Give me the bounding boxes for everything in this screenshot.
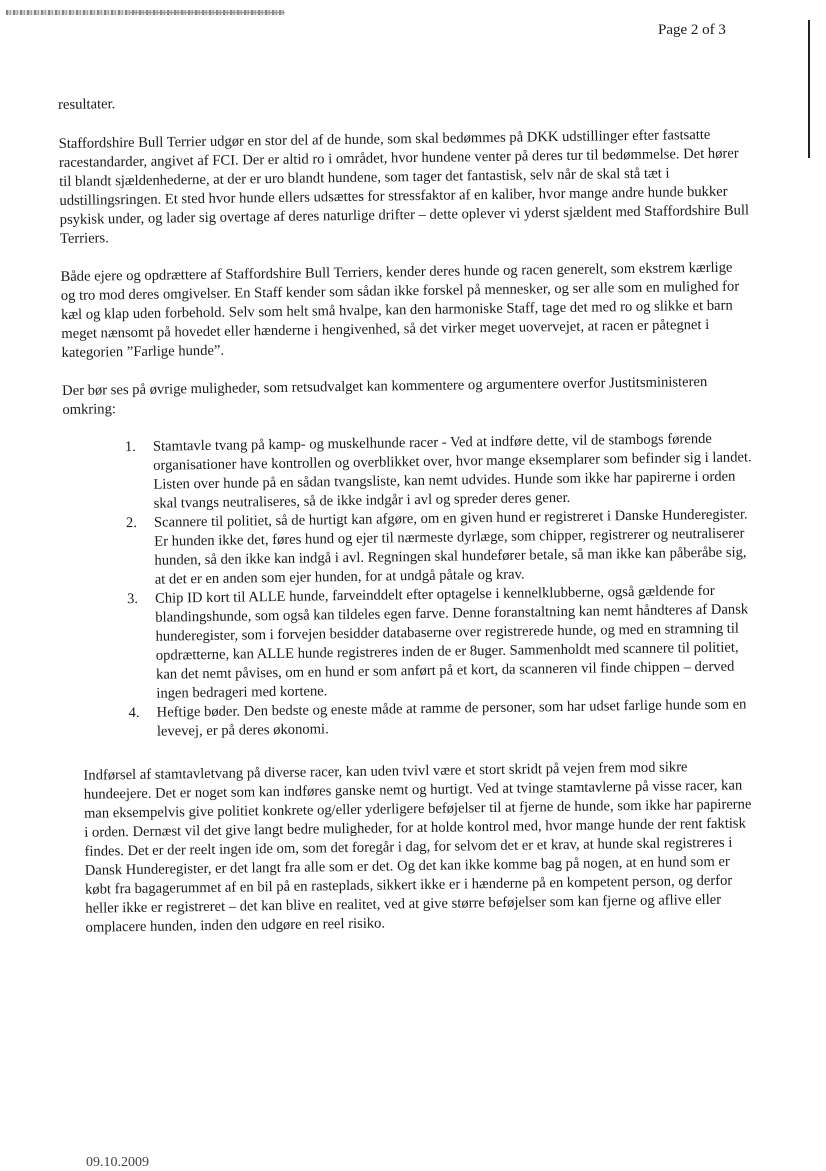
paragraph-owners-breeders: Både ejere og opdrættere af Staffordshire Bull Terriers, kender deres hunde og racen generelt, som ekstrem kærlige og tro mod deres omgivelser. En Staff kender som sådan ikke forskel på mennesker, og ser alle som en mulighed for kæl og klap uden forbehold. Selv som helt små hvalpe, kan den harmoniske Staff, tage det med ro og slikke et barn meget nænsomt på hovedet eller hænderne i hengivenhed, så det virker meget uovervejet, at racen er påtegnet i kategorien ”Farlige hunde”.	[60, 259, 740, 361]
list-item-text: Stamtavle tvang på kamp- og muskelhunde racer - Ved at indføre dette, vil de stambogs førende organisationer have kontrollen og overblikket over, hvor mange eksemplarer som befinder sig i landet. Listen over hunde på en sådan tvangsliste, kan nemt udvides. Hunde som ikke har papirerne i orden skal tvangs neutraliseres, så de ikke indgår i avl og spreder deres gener.	[152, 430, 752, 512]
scan-artifact-line	[130, 12, 285, 13]
list-item	[125, 505, 755, 589]
paragraph-other-options: Der bør ses på øvrige muligheder, som retsudvalget kan kommentere og argumentere overfor Justitsministeren omkring:	[62, 373, 708, 418]
list-item-number: 1.	[124, 438, 136, 456]
list-item-number: 2.	[125, 514, 138, 532]
list-item	[128, 695, 756, 741]
page-number: Page 2 of 3	[658, 22, 726, 38]
proposal-list	[63, 429, 757, 743]
document-body	[58, 86, 760, 957]
list-item-text: Chip ID kort til ALLE hunde, farveinddelt efter optagelse i kennelklubberne, også gældende for blandingshunde, som også kan tildeles egen farve. Denne foranstaltning kan nemt håndteres af Dansk hunderegister, som i forvejen besidder databaserne over registrerede hunde, og med en stramning til opdrætterne, kan ALLE hunde registreres inden de er 8uger. Sammenholdt med scannere til politiet, kan det nemt påvises, om en hund er som anført på et kort, da scanneren vil finde chippen – derved ingen bedrageri med kortene.	[154, 582, 749, 702]
list-item-number: 4.	[128, 704, 140, 722]
list-item-number: 3.	[126, 590, 139, 608]
paragraph-staffordshire-shows: Staffordshire Bull Terrier udgør en stor del af de hunde, som skal bedømmes på DKK udstillinger efter fastsatte racestandarder, angivet af FCI. Der er altid ro i området, hvor hundene venter på deres tur til bedømmelse. Det hører til blandt sjældenhederne, at der er uro blandt hundene, som tager det fantastisk, selv når de skal stå tæt i udstillingsringen. Et sted hvor hunde ellers udsættes for stressfaktor af en kaliber, hvor mange andre hunde bukker psykisk under, og lader sig overtage af deres naturlige drifter – dette oplever vi yderst sjældent med Staffordshire Bull Terriers.	[58, 126, 750, 247]
footer-date: 09.10.2009	[86, 1155, 149, 1170]
paragraph-continuation: resultater.	[58, 96, 116, 113]
list-item-text: Scannere til politiet, så de hurtigt kan afgøre, om en given hund er registreret i Danske Hunderegister. Er hunden ikke det, føres hund og ejer til nærmeste dyrlæge, som chipper, registrerer og neutraliserer hunden, så den ikke kan indgå i avl. Regningen skal hundefører betale, så man ikke kan påberåbe sig, at det er en anden som ejer hunden, for at undgå påtale og krav.	[153, 506, 748, 588]
list-item	[126, 581, 757, 703]
list-item	[124, 429, 754, 513]
list-item-text: Heftige bøder. Den bedste og eneste måde at ramme de personer, som har udset farlige hunde som en levevej, er på deres økonomi.	[156, 696, 747, 740]
paragraph-pedigree-requirement: Indførsel af stamtavletvang på diverse racer, kan uden tvivl være et stort skridt på vejen frem mod sikre hundeejere. Det er noget som kan indføres ganske nemt og hurtigt. Ved at tvinge stamtavlerne på visse racer, kan man eksempelvis give politiet konkrete og/eller yderligere beføjelser til at fjerne de hunde, som ikke har papirerne i orden. Dernæst vil det give langt bedre muligheder, for at holde kontrol med, hvor mange hunde der rent faktisk findes. Det er der reelt ingen ide om, som det foregår i dag, for selvom det er et krav, at hunde skal registreres i Dansk Hunderegister, er det langt fra alle som er det. Og det kan ikke komme bag på nogen, at en hund som er købt fra bagagerummet af en bil på en rasteplads, sikkert ikke er i hænderne på en kompetent person, og derfor heller ikke er registreret – det kan blive en realitet, ved at give større beføjelser som kan fjerne og aflive eller omplacere hunden, inden den udgøre en reel risiko.	[83, 759, 752, 936]
scan-edge-bar	[808, 20, 810, 158]
